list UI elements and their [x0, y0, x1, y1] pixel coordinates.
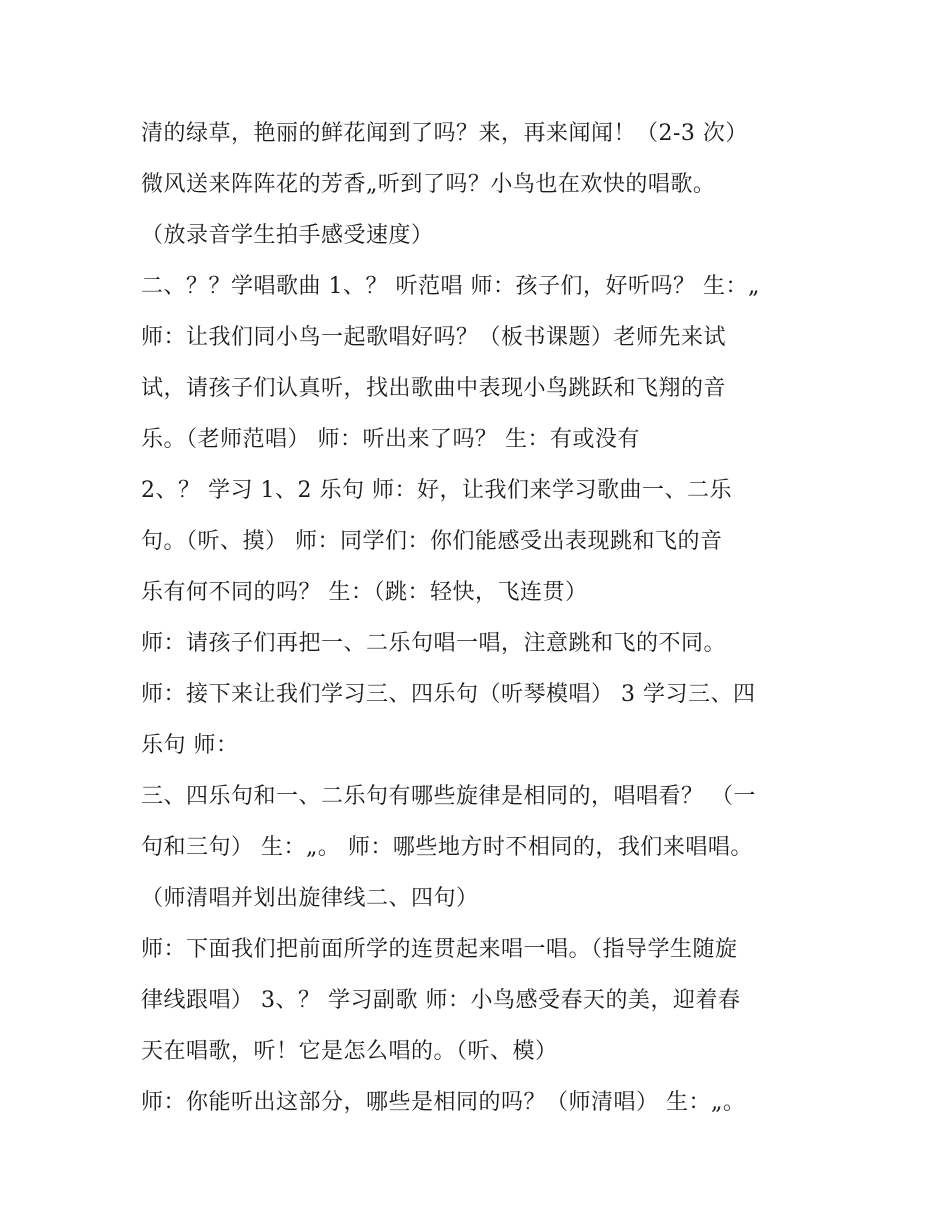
- text-line-6: 试，请孩子们认真听，找出歌曲中表现小鸟跳跃和飞翔的音: [141, 376, 727, 401]
- text-line-16: （师清唱并划出旋律线二、四句）: [141, 886, 479, 911]
- text-line-13: 乐句 师：: [141, 733, 239, 758]
- text-line-4: 二、？？学唱歌曲 1、？ 听范唱 师：孩子们，好听吗？ 生：„: [141, 274, 760, 299]
- text-line-15: 句和三句） 生：„。 师：哪些地方时不相同的，我们来唱唱。: [141, 835, 753, 860]
- text-line-14: 三、四乐句和一、二乐句有哪些旋律是相同的，唱唱看？ （一: [141, 784, 756, 809]
- text-line-11: 师：请孩子们再把一、二乐句唱一唱，注意跳和飞的不同。: [141, 631, 727, 656]
- text-line-20: 师：你能听出这部分，哪些是相同的吗？（师清唱） 生：„。: [141, 1090, 746, 1115]
- text-line-19: 天在唱歌，听！它是怎么唱的。（听、模）: [141, 1039, 558, 1064]
- text-line-7: 乐。（老师范唱） 师：听出来了吗？ 生：有或没有: [141, 427, 640, 452]
- text-line-10: 乐有何不同的吗？ 生：（跳：轻快，飞连贯）: [141, 580, 588, 605]
- text-line-5: 师：让我们同小鸟一起歌唱好吗？（板书课题）老师先来试: [141, 325, 727, 350]
- text-line-8: 2、？ 学习 1、2 乐句 师：好，让我们来学习歌曲一、二乐: [141, 478, 732, 503]
- text-line-12: 师：接下来让我们学习三、四乐句（听琴模唱） 3 学习三、四: [141, 682, 756, 707]
- text-line-2: 微风送来阵阵花的芳香„听到了吗？小鸟也在欢快的唱歌。: [141, 172, 716, 197]
- lesson-text: [141, 108, 831, 1128]
- text-line-17: 师：下面我们把前面所学的连贯起来唱一唱。（指导学生随旋: [141, 937, 738, 962]
- text-line-9: 句。（听、摸） 师：同学们：你们能感受出表现跳和飞的音: [141, 529, 723, 554]
- text-line-3: （放录音学生拍手感受速度）: [141, 223, 434, 248]
- text-line-1: 清的绿草，艳丽的鲜花闻到了吗？来，再来闻闻！（2-3 次）: [141, 121, 748, 146]
- text-line-18: 律线跟唱） 3、？ 学习副歌 师：小鸟感受春天的美，迎着春: [141, 988, 741, 1013]
